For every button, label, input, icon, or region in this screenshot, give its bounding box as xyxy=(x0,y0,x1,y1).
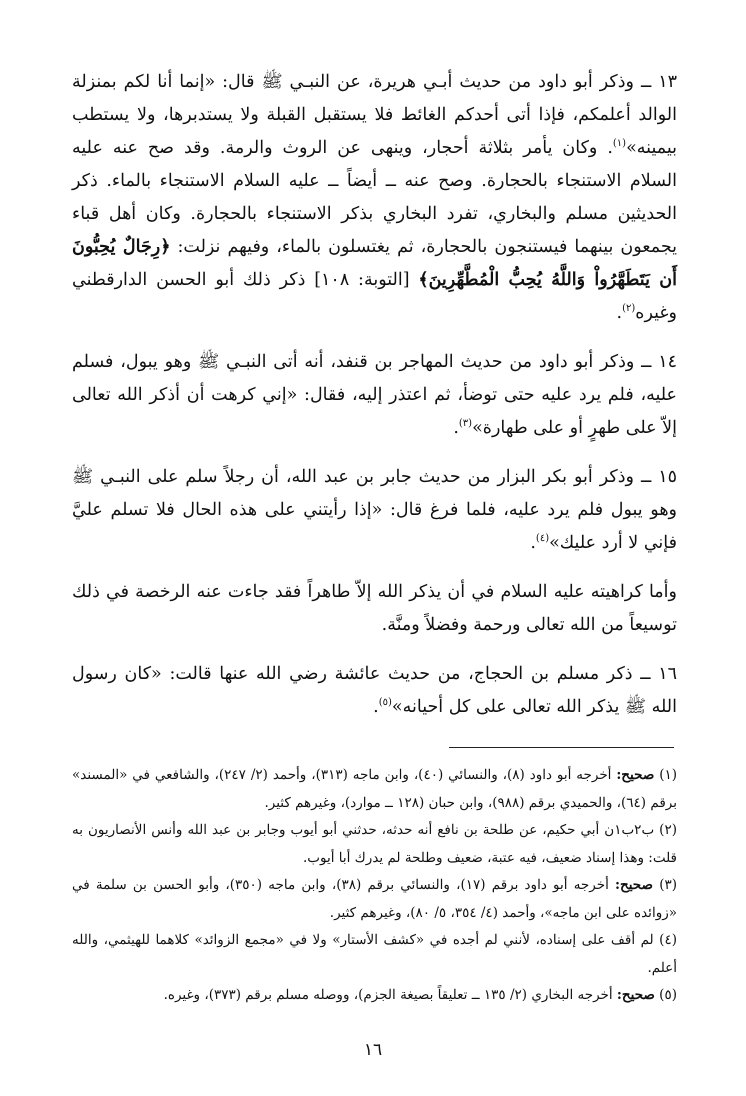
footnote-grade: صحيح: xyxy=(616,987,655,1003)
footnote-5 xyxy=(72,982,677,1010)
footnote-ref-4[interactable]: (٤) xyxy=(535,533,550,545)
paragraph-text: [التوبة: ١٠٨] ذكر ذلك أبو الحسن الدارقطني وغيره xyxy=(72,270,677,323)
paragraph-text: ١٦ ــ ذكر مسلم بن الحجاج، من حديث عائشة رضي الله عنها قالت: «كان رسول الله ﷺ يذكر الله تعالى على كل أحيانه» xyxy=(72,664,677,717)
quran-verse: ﴿رِجَالٌ يُحِبُّونَ أَن يَتَطَهَّرُواْ وَاللَّهُ يُحِبُّ الْمُطَّهِّرِينَ﴾ xyxy=(72,237,677,290)
footnote-ref-5[interactable]: (٥) xyxy=(378,697,392,709)
page-number: ١٦ xyxy=(363,1040,383,1060)
footnote-text: ب٢ب١ن أبي حكيم، عن طلحة بن نافع أنه حدثه، حدثني أبو أيوب وجابر بن عبد الله وأنس الأنصاريون به قلت: وهذا إسناد ضعيف، فيه عتبة، ضعيف وطلحة لم يدرك أبا أيوب. xyxy=(72,822,677,866)
paragraph-13 xyxy=(72,66,677,330)
footnote-separator xyxy=(449,747,674,748)
paragraph-text: ١٤ ــ وذكر أبو داود من حديث المهاجر بن قنفد، أنه أتى النبـي ﷺ وهو يبول، فسلم عليه، فلم يرد عليه حتى توضأ، ثم اعتذر إليه، فقال: «إني كرهت أن أذكر الله تعالى إلاّ على طهرٍ أو على طهارة» xyxy=(72,352,677,438)
footnote-grade: صحيح: xyxy=(616,767,655,783)
footnote-text: أخرجه أبو داود (٨)، والنسائي (٤٠)، وابن ماجه (٣١٣)، وأحمد (٢/ ٢٤٧)، والشافعي في «المسند» برقم (٦٤)، والحميدي برقم (٩٨٨)، وابن حبان (١٢٨ ــ موارد)، وغيرهم كثير. xyxy=(72,767,677,811)
footnote-text: أخرجه أبو داود برقم (١٧)، والنسائي برقم (٣٨)، وابن ماجه (٣٥٠)، وأبو الحسن بن سلمة في «زوائده على ابن ماجه»، وأحمد (٤/ ٣٥٤، ٥/ ٨٠)، وغيرهم كثير. xyxy=(72,877,677,921)
paragraph-text: . xyxy=(373,697,379,717)
paragraph-remark xyxy=(72,576,677,642)
main-text xyxy=(72,66,677,740)
footnote-text: أخرجه البخاري (٢/ ١٣٥ ــ تعليقاً بصيغة الجزم)، ووصله مسلم برقم (٣٧٣)، وغيره. xyxy=(163,987,613,1003)
footnote-number: (٤) xyxy=(659,932,677,948)
paragraph-text: ١٣ ــ وذكر أبو داود من حديث أبـي هريرة، عن النبـي ﷺ قال: «إنما أنا لكم بمنزلة الوالد أعلمكم، فإذا أتى أحدكم الغائط فلا يستقبل القبلة ولا يستدبرها، ولا يستطب بيمينه» xyxy=(72,72,677,158)
footnote-ref-3[interactable]: (٣) xyxy=(458,418,473,430)
paragraph-text: . وكان يأمر بثلاثة أحجار، وينهى عن الروث والرمة. وقد صح عنه عليه السلام الاستنجاء بالحجارة. وصح عنه ــ أيضاً ــ عليه السلام الاستنجاء بالماء. ذكر الحديثين مسلم والبخاري، تفرد البخاري بذكر الاستنجاء بالحجارة. وكان أهل قباء يجمعون بينهما فيستنجون بالحجارة، ثم يغتسلون بالماء، وفيهم نزلت: xyxy=(72,138,677,257)
footnote-number: (٢) xyxy=(659,822,677,838)
footnote-number: (٥) xyxy=(659,987,677,1003)
paragraph-15 xyxy=(72,461,677,560)
paragraph-text: . xyxy=(616,303,623,323)
paragraph-text: . xyxy=(453,418,459,438)
footnotes xyxy=(72,762,677,1010)
footnote-number: (٣) xyxy=(659,877,678,893)
paragraph-text: . xyxy=(530,533,536,553)
paragraph-14 xyxy=(72,346,677,445)
paragraph-text: وأما كراهيته عليه السلام في أن يذكر الله إلاّ طاهراً فقد جاءت عنه الرخصة في ذلك توسيعاً من الله تعالى ورحمة وفضلاً ومنَّة. xyxy=(72,582,677,635)
paragraph-text: ١٥ ــ وذكر أبو بكر البزار من حديث جابر بن عبد الله، أن رجلاً سلم على النبـي ﷺ وهو يبول فلم يرد عليه، فلما فرغ قال: «إذا رأيتني على هذه الحال فلا تسلم عليَّ فإني لا أرد عليك» xyxy=(72,467,677,553)
footnote-grade: صحيح: xyxy=(615,877,653,893)
footnote-ref-2[interactable]: (٢) xyxy=(622,303,636,315)
footnote-ref-1[interactable]: (١) xyxy=(612,138,627,150)
footnote-2 xyxy=(72,817,677,872)
footnote-number: (١) xyxy=(659,767,678,783)
footnote-1 xyxy=(72,762,677,817)
footnote-3 xyxy=(72,872,677,927)
footnote-4 xyxy=(72,927,677,982)
footnote-text: لم أقف على إسناده، لأنني لم أجده في «كشف الأستار» ولا في «مجمع الزوائد» كلاهما للهيثمي، والله أعلم. xyxy=(72,932,677,976)
paragraph-16 xyxy=(72,658,677,724)
